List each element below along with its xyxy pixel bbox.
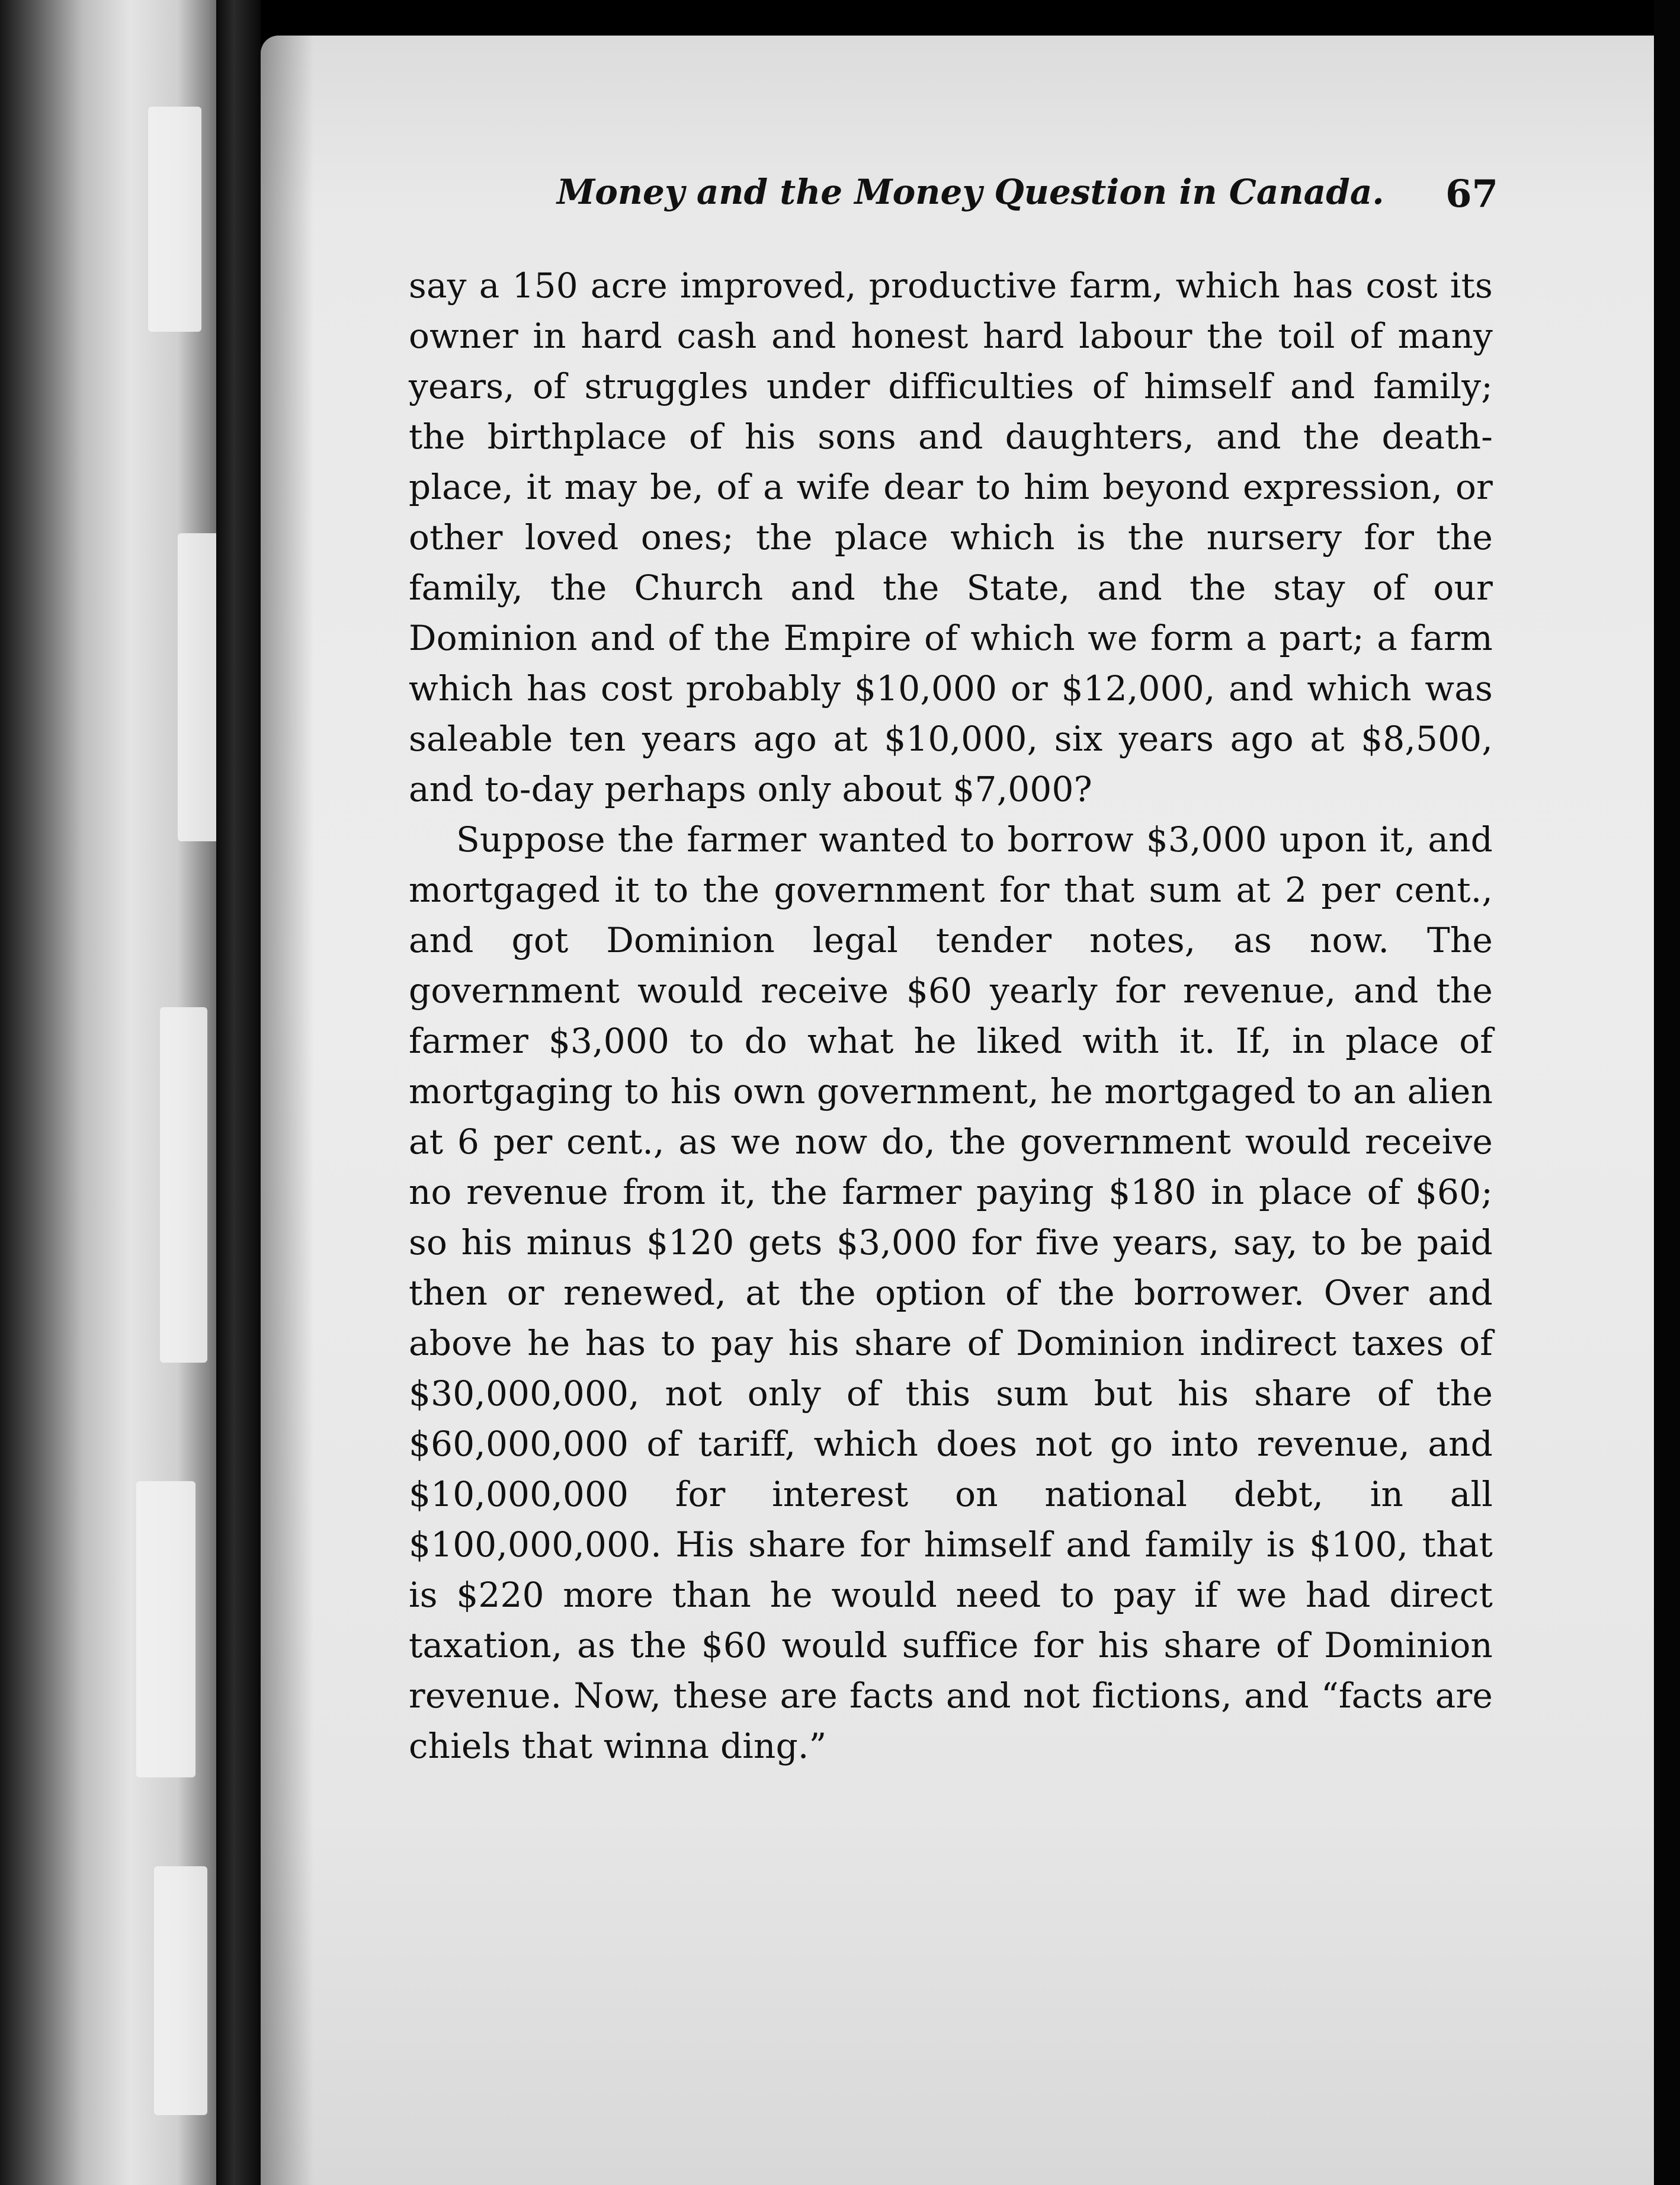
body-text bbox=[409, 261, 1493, 1771]
torn-paper-fragment bbox=[148, 107, 201, 332]
facing-page-edge bbox=[0, 0, 237, 2185]
gutter-shadow bbox=[261, 36, 314, 2185]
torn-paper-fragment bbox=[154, 1866, 207, 2115]
paragraph-1: say a 150 acre improved, productive farm, which has cost its owner in hard cash and honest hard labour the toil of many years, of struggles under difficulties of himself and family; the birthplace of his sons and daughters, and the death-place, it may be, of a wife dear to him beyond expression, or other loved ones; the place which is the nursery for the family, the Church and the State, and the stay of our Dominion and of the Empire of which we form a part; a farm which has cost probably $10,000 or $12,000, and which was saleable ten years ago at $10,000, six years ago at $8,500, and to-day perhaps only about $7,000? bbox=[409, 265, 1493, 809]
torn-paper-fragment bbox=[160, 1007, 207, 1363]
torn-paper-fragment bbox=[136, 1481, 195, 1777]
paragraph-2: Suppose the farmer wanted to borrow $3,000 upon it, and mortgaged it to the government for that sum at 2 per cent., and got Dominion legal tender notes, as now. The government would receive $60 yearly for revenue, and the farmer $3,000 to do what he liked with it. If, in place of mortgaging to his own government, he mortgaged to an alien at 6 per cent., as we now do, the government would receive no revenue from it, the farmer paying $180 in place of $60; so his minus $120 gets $3,000 for five years, say, to be paid then or renewed, at the option of the borrower. Over and above he has to pay his share of Dominion indirect taxes of $30,000,000, not only of this sum but his share of the $60,000,000 of tariff, which does not go into revenue, and $10,000,000 for interest on national debt, in all $100,000,000. His share for himself and family is $100, that is $220 more than he would need to pay if we had direct taxation, as the $60 would suffice for his share of Dominion revenue. Now, these are facts and not fictions, and “facts are chiels that winna ding.” bbox=[409, 819, 1493, 1766]
running-title: Money and the Money Question in Canada. bbox=[557, 172, 1384, 212]
torn-paper-fragment bbox=[178, 533, 219, 841]
book-binding bbox=[216, 0, 261, 2185]
scan-border bbox=[1654, 0, 1680, 2185]
page-number: 67 bbox=[1445, 172, 1499, 216]
